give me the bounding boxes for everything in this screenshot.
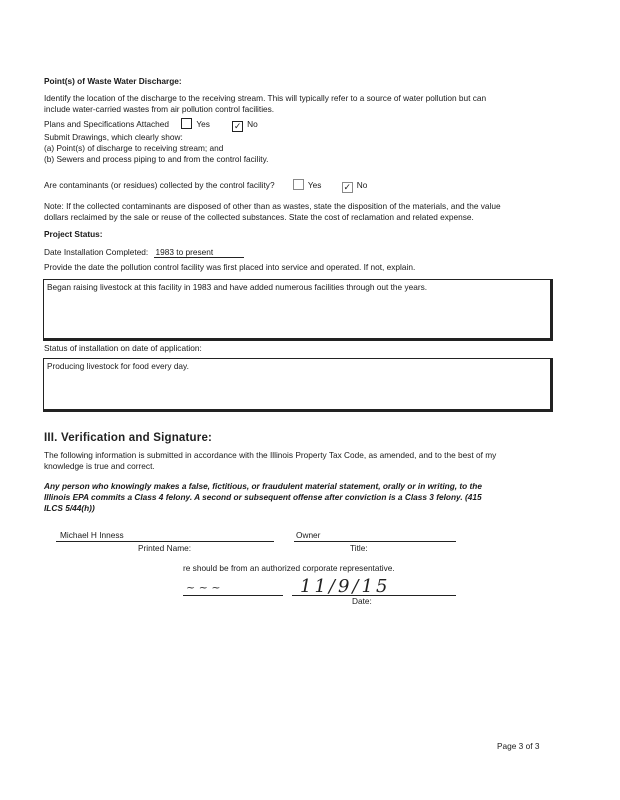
page-number: Page 3 of 3 <box>497 741 540 751</box>
contaminants-no-checkbox[interactable]: ✓ <box>343 182 352 192</box>
plans-yes-label: Yes <box>196 119 210 129</box>
project-heading: Project Status: <box>44 229 103 239</box>
warning-line-2: Illinois EPA commits a Class 4 felony. A second or subsequent offense after conviction is a Class 3 felony. (415 <box>44 492 482 502</box>
contaminants-note-1: Note: If the collected contaminants are disposed of other than as wastes, state the disposition of the materials, and the value <box>44 201 501 211</box>
verification-paragraph-2: knowledge is true and correct. <box>44 461 155 471</box>
plans-row <box>44 118 258 132</box>
title-line <box>294 541 456 542</box>
signature-line <box>183 595 283 596</box>
installation-date-field[interactable]: 1983 to present <box>154 247 244 258</box>
verification-heading: III. Verification and Signature: <box>44 432 213 444</box>
contaminants-row <box>44 179 367 193</box>
date-label: Date: <box>352 596 372 606</box>
contaminants-question: Are contaminants (or residues) collected by the control facility? <box>44 180 275 190</box>
contaminants-no-label: No <box>356 180 368 190</box>
drawings-item-b: (b) Sewers and process piping to and from the control facility. <box>44 154 269 164</box>
warning-line-1: Any person who knowingly makes a false, fictitious, or fraudulent material statement, orally or in writing, to the <box>44 481 482 491</box>
status-textbox[interactable]: Producing livestock for food every day. <box>43 358 553 412</box>
title-field[interactable]: Owner <box>296 530 321 540</box>
drawings-item-a: (a) Point(s) of discharge to receiving stream; and <box>44 143 224 153</box>
contaminants-yes-checkbox[interactable] <box>293 179 304 190</box>
verification-paragraph-1: The following information is submitted in accordance with the Illinois Property Tax Code, as amended, and to the best of my <box>44 450 497 460</box>
plans-no-checkbox[interactable]: ✓ <box>233 121 242 131</box>
contaminants-note-2: dollars reclaimed by the sale or reuse of the collected substances. State the cost of reclamation and related expense. <box>44 212 474 222</box>
title-label: Title: <box>350 543 368 553</box>
printed-name-line <box>56 541 274 542</box>
date-line <box>292 595 456 596</box>
date-field[interactable]: 11/9/15 <box>300 576 391 597</box>
explain-textbox[interactable]: Began raising livestock at this facility in 1983 and have added numerous facilities through out the years. <box>43 279 553 341</box>
plans-label: Plans and Specifications Attached <box>44 119 169 129</box>
discharge-paragraph-1: Identify the location of the discharge to the receiving stream. This will typically refer to a source of water pollution but can <box>44 93 487 103</box>
printed-name-field[interactable]: Michael H Inness <box>60 530 124 540</box>
status-label: Status of installation on date of application: <box>44 343 202 353</box>
provide-date-text: Provide the date the pollution control facility was first placed into service and operated. If not, explain. <box>44 262 416 272</box>
signature-field[interactable]: ~ ~ ~ <box>186 581 221 594</box>
contaminants-yes-label: Yes <box>307 180 322 190</box>
warning-line-3: ILCS 5/44(h)) <box>44 503 95 513</box>
printed-name-label: Printed Name: <box>138 543 192 553</box>
plans-no-label: No <box>247 119 258 129</box>
installation-date-row <box>44 247 244 258</box>
discharge-heading: Point(s) of Waste Water Discharge: <box>44 76 182 86</box>
signature-note: re should be from an authorized corporate representative. <box>183 563 395 573</box>
installation-date-label: Date Installation Completed: <box>44 247 149 257</box>
plans-yes-checkbox[interactable] <box>181 118 192 129</box>
discharge-paragraph-2: include water-carried wastes from air pollution control facilities. <box>44 104 275 114</box>
drawings-label: Submit Drawings, which clearly show: <box>44 132 183 142</box>
